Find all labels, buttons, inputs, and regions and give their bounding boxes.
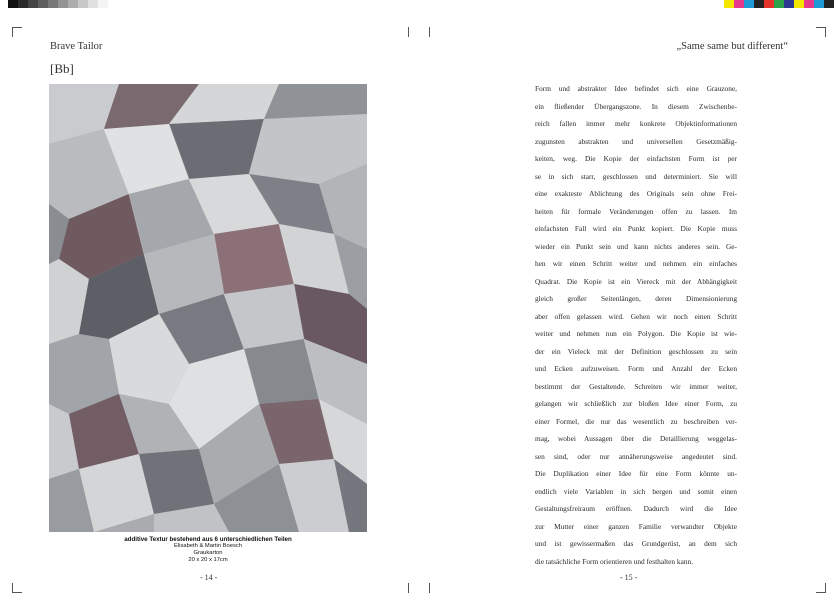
polygon-texture-image (49, 84, 367, 532)
body-text-line: und ist gewissermaßen das Grundgerüst, an dem sich (535, 539, 737, 548)
body-text-line: Form und abstrakter Idee befindet sich eine Grauzone, (535, 84, 737, 93)
body-text-line: heiten für formale Veränderungen offen zu lassen. Im (535, 206, 737, 216)
body-text-line: zugunsten abstrakten und universellen Gesetzmäßig- (535, 136, 737, 146)
page-number-left: - 14 - (200, 573, 218, 582)
body-text-line: ein fließender Übergangszone. In diesem Zwischenbe- (535, 101, 737, 111)
body-text-line: einer Formel, die nur das wesentlich zu beschreiben ver- (535, 416, 737, 426)
running-head-left: Brave Tailor (50, 41, 103, 52)
body-text-line: reich fallen immer mehr konkrete Objektinformationen (535, 119, 737, 128)
caption-material: Graukarton (193, 550, 223, 556)
body-text-line: die tatsächliche Form orientieren und festhalten kann. (535, 556, 694, 566)
caption-authors: Elisabeth & Martin Boesch (174, 543, 242, 549)
body-text-line: der ein Vieleck mit der Definition geschlossen zu sein (535, 346, 737, 356)
body-text-line: aber offen gelassen wird. Gehen wir noch einen Schritt (535, 311, 737, 321)
body-text (535, 80, 737, 570)
body-text-line: gelangen wir schließlich zur bloßen Idee einer Form, zu (535, 399, 737, 408)
body-text-line: weiter und nehmen nun ein Polygon. Die Kopie ist wie- (535, 329, 737, 338)
section-mark: [Bb] (50, 61, 74, 76)
body-text-line: gleich großer Seitenlängen, deren Dimensionierung (535, 294, 737, 303)
body-text-line: Die Duplikation einer Idee für eine Form könnte un- (535, 469, 737, 478)
body-text-line: se in sich starr, geschlossen und determiniert. Sie will (535, 171, 737, 181)
page-number-right: - 15 - (620, 573, 638, 582)
body-text-line: eine exakteste Ablichtung des Originals sein ohne Frei- (535, 189, 737, 198)
body-text-line: Quadrat. Die Kopie ist ein Viereck mit der Abhängigkeit (535, 276, 737, 286)
body-text-line: endlich viele Variablen in sich bergen und somit einen (535, 486, 737, 496)
running-head-right: „Same same but different“ (676, 41, 788, 52)
body-text-line: einfachsten Fall wird ein Punkt kopiert. Die Kopie muss (535, 224, 737, 233)
body-text-line: keiten, weg. Die Kopie der einfachsten Form ist per (535, 154, 737, 163)
body-text-line: und Ecken aufzuweisen. Form und Anzahl der Ecken (535, 364, 737, 373)
body-text-line: bestimmt der Gestaltende. Schreiten wir immer weiter, (535, 381, 737, 391)
body-text-line: hen wir einen Schritt weiter und nehmen ein einfaches (535, 259, 737, 268)
body-text-line: mag, wobei Aussagen über die Detaillierung weggelas- (535, 434, 737, 443)
caption-title: additive Textur bestehend aus 6 unterschiedlichen Teilen (124, 536, 292, 543)
body-text-line: zur Mutter einer ganzen Familie verwandter Objekte (535, 521, 737, 531)
figure-caption (49, 536, 367, 564)
caption-dimensions: 20 x 20 x 17cm (188, 557, 228, 563)
body-text-line: Gestaltungsfreiraum eröffnen. Dadurch wird die Idee (535, 504, 737, 513)
texture-photograph (49, 84, 367, 532)
body-text-line: wieder ein Punkt sein und kann nichts anderes sein. Ge- (535, 241, 737, 251)
body-text-line: sen sind, oder nur annäherungsweise angedeutet sind. (535, 451, 737, 461)
